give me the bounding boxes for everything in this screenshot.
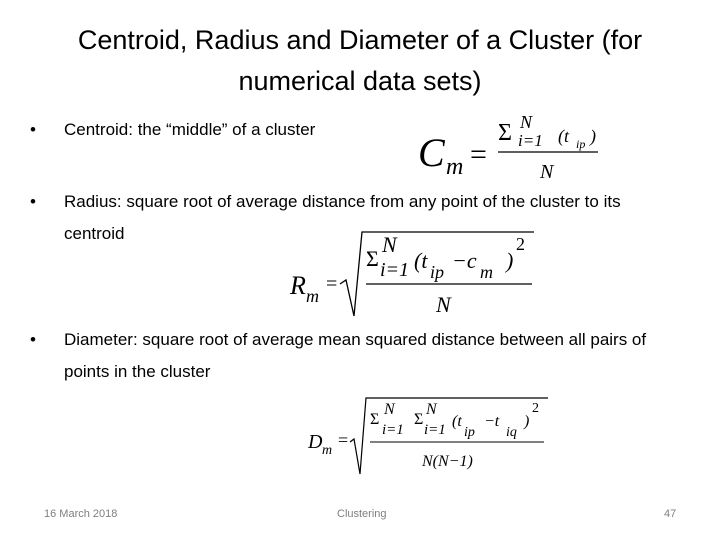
diameter-formula xyxy=(304,394,554,483)
sum-upper-limit: N xyxy=(382,232,397,257)
sum-term-close: ) xyxy=(590,126,596,146)
footer-date: 16 March 2018 xyxy=(44,508,118,520)
bullet-marker: • xyxy=(30,330,36,349)
sum-lower-limit: i=1 xyxy=(380,259,410,281)
sum-term-sub: ip xyxy=(430,262,445,282)
bullet-text: Radius: square root of average distance from any point of the cluster to its centroid xyxy=(64,192,621,243)
footer-page-number: 47 xyxy=(664,508,677,520)
power: 2 xyxy=(532,401,539,416)
sum-term-close: ) xyxy=(506,248,514,273)
sum-minus-sub: iq xyxy=(506,425,517,440)
formula-lhs-sub: m xyxy=(306,286,319,306)
sigma-symbol-1: Σ xyxy=(370,411,380,428)
formula-equals: = xyxy=(338,430,349,450)
sigma-symbol: Σ xyxy=(498,120,512,146)
sigma-symbol: Σ xyxy=(366,246,379,271)
bullet-text: Diameter: square root of average mean squared distance between all pairs of points in the cluster xyxy=(64,330,647,381)
formula-equals: = xyxy=(470,138,487,171)
formula-lhs: C xyxy=(418,130,445,175)
slide-title: Centroid, Radius and Diameter of a Cluster (for numerical data sets) xyxy=(77,25,643,96)
sigma-symbol-2: Σ xyxy=(414,411,424,428)
sum-term: (t xyxy=(414,248,428,273)
formula-lhs: D xyxy=(308,431,323,453)
sum-term-close: ) xyxy=(524,413,530,430)
sum-upper-limit: N xyxy=(520,112,533,132)
bullet-centroid xyxy=(30,114,370,146)
formula-lhs-sub: m xyxy=(322,443,333,458)
bullet-text: Centroid: the “middle” of a cluster xyxy=(64,120,316,139)
formula-lhs-sub: m xyxy=(446,154,464,180)
sum-upper-limit-2: N xyxy=(426,401,437,418)
sum-minus: −c xyxy=(452,248,477,273)
sum-lower-limit-2: i=1 xyxy=(424,422,446,438)
sum-term-sub: ip xyxy=(576,137,586,151)
denominator: N(N−1) xyxy=(422,453,473,470)
sum-upper-limit-1: N xyxy=(384,401,395,418)
sum-term: (t xyxy=(558,126,569,146)
formula-equals: = xyxy=(326,273,338,295)
sum-minus: −t xyxy=(484,413,500,430)
centroid-formula xyxy=(410,108,610,193)
sum-lower-limit: i=1 xyxy=(518,131,543,150)
formula-lhs: R xyxy=(290,271,306,300)
sum-minus-sub: m xyxy=(480,262,493,282)
bullet-marker: • xyxy=(30,192,36,211)
power: 2 xyxy=(516,234,525,254)
radius-formula xyxy=(284,228,544,325)
sum-term: (t xyxy=(452,413,462,430)
denominator: N xyxy=(436,292,451,317)
denominator: N xyxy=(540,161,554,183)
bullet-diameter xyxy=(30,324,670,388)
sum-term-sub: ip xyxy=(464,425,475,440)
footer-topic: Clustering xyxy=(337,508,387,520)
sum-lower-limit-1: i=1 xyxy=(382,422,404,438)
bullet-marker: • xyxy=(30,120,36,139)
